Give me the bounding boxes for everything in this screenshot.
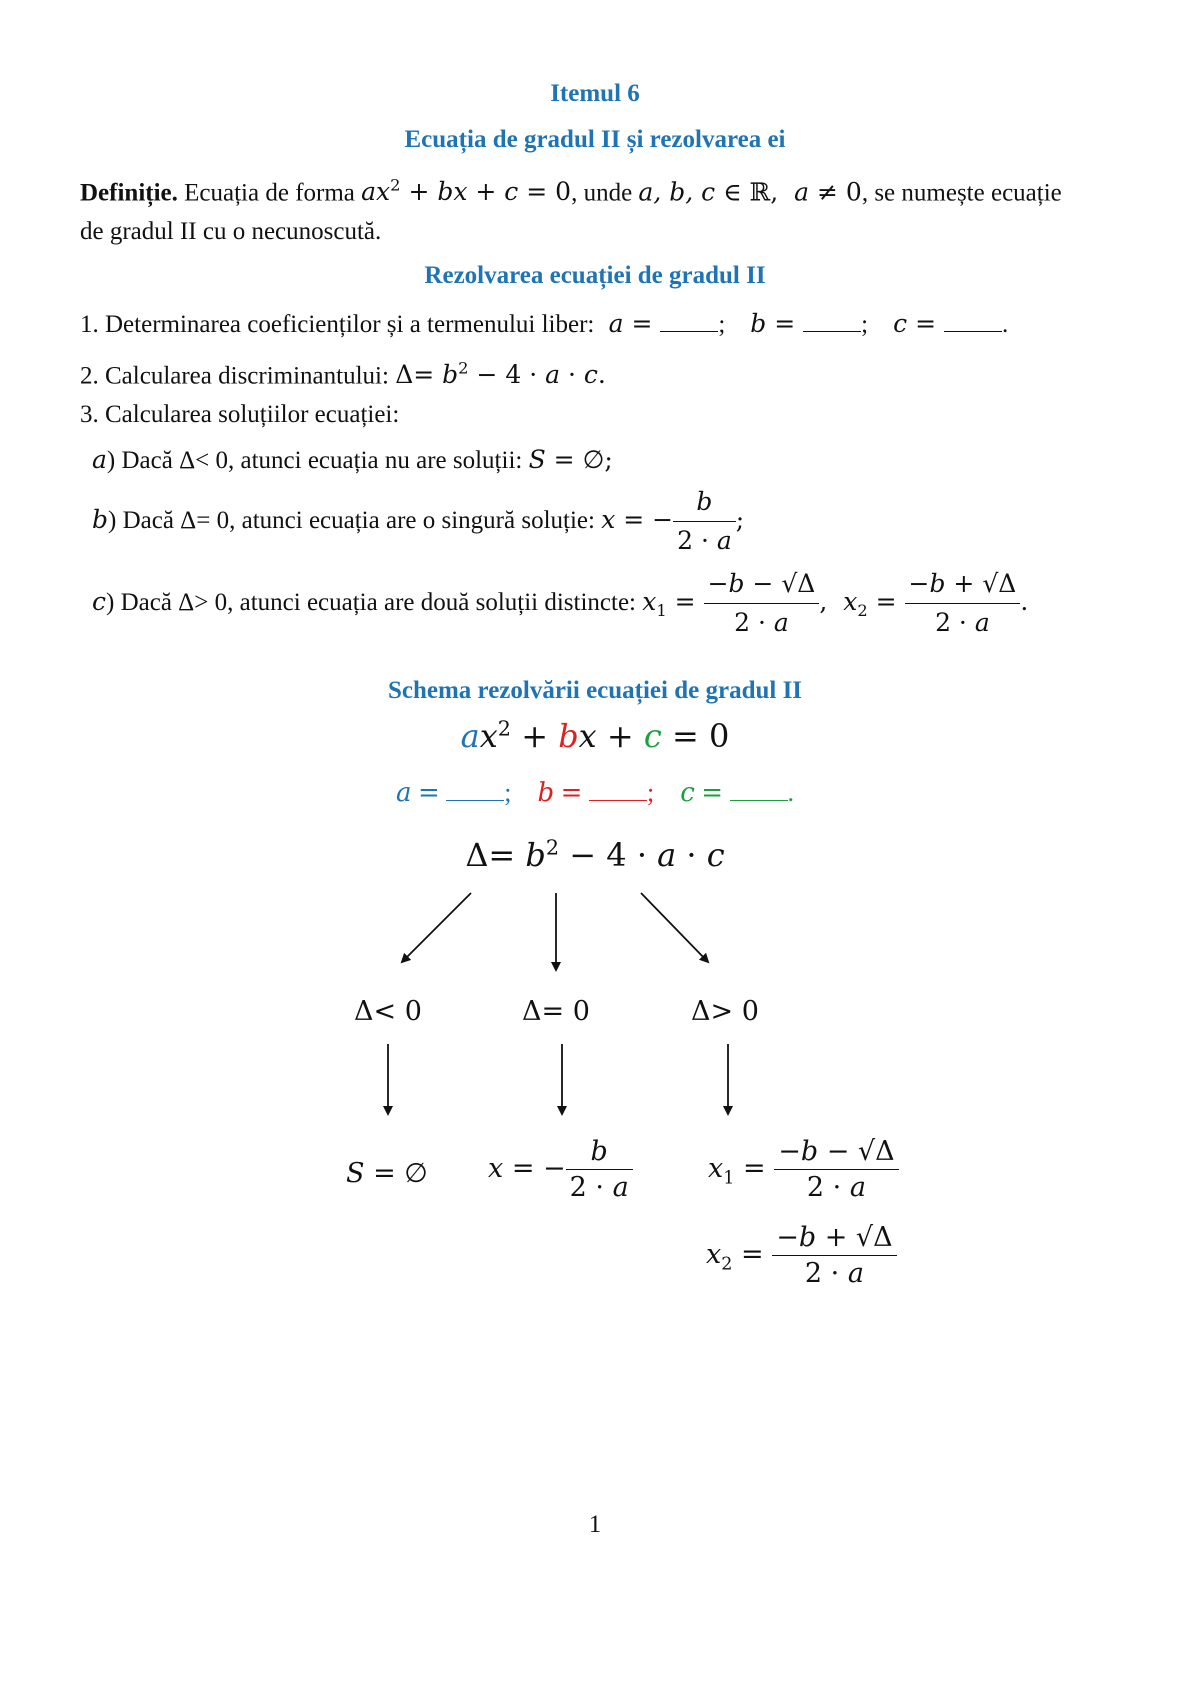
result-positive-x1: $x_1$ = $\frac{-b - √\Delta}{2 \cdot a}$ <box>708 1136 899 1203</box>
definition-line2: de gradul II cu o necunoscută. <box>80 218 382 245</box>
step-2-text: 2. Calcularea discriminantului: <box>80 362 389 390</box>
definition-text-before: Ecuația de forma <box>184 179 355 207</box>
result-negative: S = ∅ <box>346 1158 428 1189</box>
branch-zero: Δ= 0 <box>522 996 590 1027</box>
page-title: Itemul 6 <box>550 80 640 107</box>
definition-equation: $ax^2$ + bx + c = 0 <box>361 176 572 207</box>
scheme-equation: $ax^2$ + bx + c = 0 <box>460 716 730 755</box>
step-1: 1. Determinarea coeficienților și a termenului liber: a = ; b = ; c = . <box>80 309 1009 338</box>
definition-label: Definiție. <box>80 179 178 207</box>
page-subtitle: Ecuația de gradul II și rezolvarea ei <box>404 126 786 153</box>
case-c-label: c <box>92 587 107 616</box>
arrow-right <box>641 893 708 962</box>
case-b-text: ) Dacă Δ= 0, atunci ecuația are o singură soluție: <box>108 507 595 534</box>
arrow-left <box>402 893 471 962</box>
definition-condition: a, b, c ∈ ℝ, a ≠ 0 <box>638 177 862 207</box>
case-a-text: ) Dacă Δ< 0, atunci ecuația nu are soluții: <box>106 447 523 474</box>
case-b-formula: x = − $\frac{b}{2 \cdot a}$ ; <box>601 505 744 534</box>
scheme-delta-formula: $\Delta= b^2 - 4 \cdot a \cdot c$ <box>465 835 725 874</box>
scheme-coefficients: a = ; b = ; c = . <box>395 778 795 808</box>
result-positive-x2: $x_2$ = $\frac{-b + √\Delta}{2 \cdot a}$ <box>706 1222 897 1289</box>
step-3: 3. Calcularea soluțiilor ecuației: <box>80 401 400 428</box>
definition-text-mid: , unde <box>571 179 633 207</box>
definition-text-after: , se numește ecuație <box>861 179 1062 207</box>
case-a-result: S = ∅; <box>528 445 613 474</box>
branch-positive: Δ> 0 <box>691 996 759 1027</box>
scheme-title: Schema rezolvării ecuației de gradul II <box>387 677 803 704</box>
case-c-formula: $x_1$ = $\frac{-b - √\Delta}{2 \cdot a}$ , $x_2$ = $\frac{-b + √\Delta}{2 \cdot a}$ . <box>642 587 1028 616</box>
case-c-text: ) Dacă Δ> 0, atunci ecuația are două soluții distincte: <box>106 589 636 616</box>
step-1-text: 1. Determinarea coeficienților și a termenului liber: <box>80 311 595 338</box>
case-a-label: a <box>92 445 107 474</box>
branch-negative: Δ< 0 <box>354 996 422 1027</box>
page-number: 1 <box>588 1511 602 1538</box>
result-zero: x = − $\frac{b}{2 \cdot a}$ <box>488 1136 633 1203</box>
section-title: Rezolvarea ecuației de gradul II <box>424 262 766 289</box>
step-2-formula: $\Delta= b^2 - 4 \cdot a \cdot c$. <box>395 359 606 390</box>
case-b-label: b <box>92 505 109 534</box>
